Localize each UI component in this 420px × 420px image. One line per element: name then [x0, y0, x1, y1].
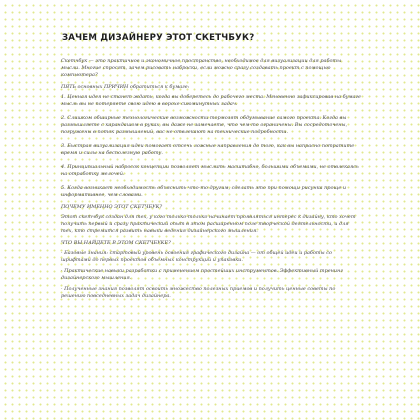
reasons-heading: ПЯТЬ основных ПРИЧИН обратиться к бумаге:: [61, 84, 190, 90]
reason-4: 4. Принципиальный набросок концепции позволяет мыслить масштабно, большими объемами, не отвлекаясь на отработку мелочей.: [61, 164, 359, 177]
why-heading: ПОЧЕМУ ИМЕННО ЭТОТ СКЕТЧБУК?: [61, 204, 163, 210]
why-paragraph: Этот скетчбук создан для тех, у кого только-только начинает проявляться интерес к дизайну, кто хочет получить первый и сразу практический опыт в этом расширенном поле творческой деятельности, и для тех, кто стремится развить навыки ведения дизайнерского мышления.: [61, 214, 356, 234]
contents-item-1: · Базовые знания: стартовый уровень освоения графического дизайна — от общей идеи и работы со шрифтами до первых проектов объемных конструкций и упаковки.: [61, 250, 332, 263]
page-body: [61, 58, 361, 300]
page-title: ЗАЧЕМ ДИЗАЙНЕРУ ЭТОТ СКЕТЧБУК?: [62, 33, 255, 43]
reason-2: 2. Слишком обширные технологические возможности тормозят обдумывание самого проекта. Когда вы размышляете с карандашом в руках, вы даже не замечаете, что чем-то ограничены. Вы сосредоточены, погружены в поток размышлений, вас не отвлекают на технические подробности.: [61, 115, 348, 135]
reason-3: 3. Быстрая визуализация идеи помогает отсечь ложные направления до того, как вы напрасно потратите время и силы на бесполезную работу.: [61, 143, 355, 156]
page-content: [61, 33, 361, 304]
contents-item-3: · Полученные знания позволят освоить множество полезных приемов и получить ценные советы по решению повседневных задач дизайнера.: [61, 286, 336, 299]
reason-5: 5. Когда возникает необходимость объяснить что-то другим, сделать это при помощи рисунка проще и информативнее, чем словами.: [61, 185, 347, 198]
reason-1: 1. Ценная идея не станет ждать, когда вы доберетесь до рабочего места. Мгновенно зафиксировав на бумаге мысль вы не потеряете свою идею в вороxe сиюминутных задач.: [61, 94, 361, 107]
contents-item-2: · Практические навыки разработки с применением простейших инструментов. Эффективный тренинг дизайнерского мышления.: [61, 268, 343, 281]
intro-paragraph: Скетчбук — это практичное и экономичное пространство, необходимое для визуализации для работы мысли. Многие спросят, зачем рисовать наброски, если можно сразу создавать проект с помощью компьютера?: [61, 58, 342, 78]
contents-heading: ЧТО ВЫ НАЙДЕТЕ В ЭТОМ СКЕТЧБУКЕ?: [61, 240, 171, 246]
